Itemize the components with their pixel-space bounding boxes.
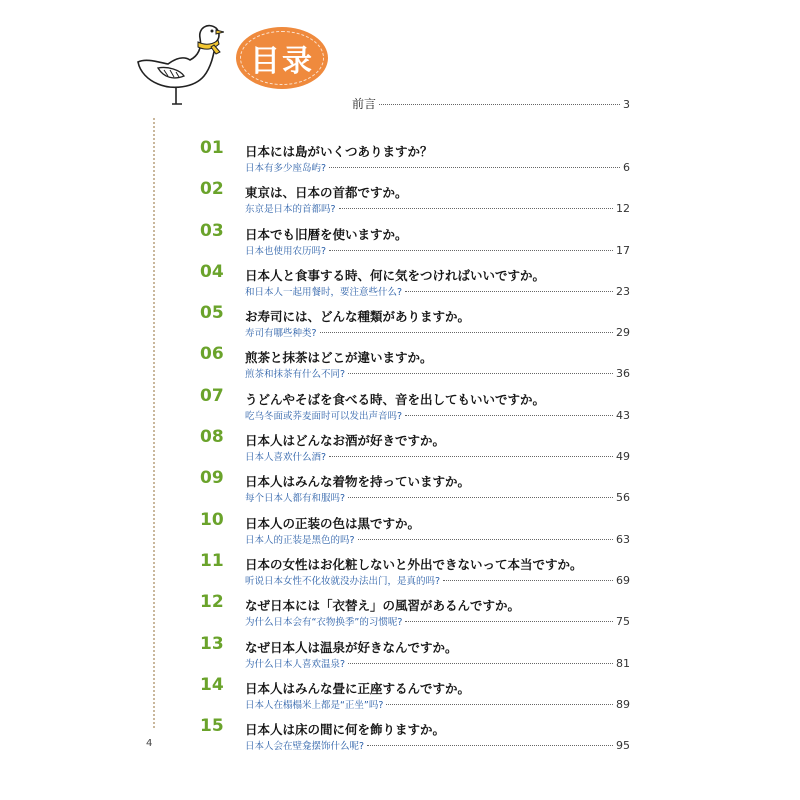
entry-number: 01 bbox=[200, 138, 224, 158]
entry-title: お寿司には、どんな種類がありますか。 bbox=[245, 309, 471, 325]
dot-leader bbox=[329, 250, 613, 251]
toc-entry[interactable] bbox=[200, 138, 630, 179]
page-folio: 4 bbox=[146, 738, 153, 749]
toc-entry[interactable] bbox=[200, 675, 630, 716]
entry-subtitle: 日本人的正装是黑色的吗? bbox=[245, 534, 355, 546]
dot-leader bbox=[348, 663, 613, 664]
toc-title-badge bbox=[236, 27, 328, 89]
entry-subtitle: 听说日本女性不化妆就没办法出门，是真的吗? bbox=[245, 575, 441, 587]
toc-entry[interactable] bbox=[200, 179, 630, 220]
entry-title: なぜ日本人は温泉が好きなんですか。 bbox=[245, 639, 458, 655]
entry-page: 36 bbox=[616, 367, 630, 381]
toc-entry[interactable] bbox=[200, 634, 630, 675]
dot-leader bbox=[358, 539, 613, 540]
toc-entry[interactable] bbox=[200, 510, 630, 551]
entry-number: 02 bbox=[200, 179, 224, 200]
entry-subtitle: 日本人在榻榻米上都是“正坐”吗? bbox=[245, 699, 384, 711]
entry-page: 69 bbox=[616, 573, 630, 587]
entry-page: 49 bbox=[616, 450, 630, 464]
toc-entry[interactable] bbox=[200, 468, 630, 509]
dot-leader bbox=[405, 415, 613, 416]
dot-leader bbox=[348, 373, 613, 374]
entry-title: 煎茶と抹茶はどこが違いますか。 bbox=[245, 350, 433, 366]
entry-title: 日本の女性はお化粧しないと外出できないって本当ですか。 bbox=[245, 556, 583, 572]
dot-leader bbox=[443, 580, 613, 581]
entry-subtitle: 每个日本人都有和服吗? bbox=[245, 493, 346, 505]
entry-subtitle: 日本人喜欢什么酒? bbox=[245, 452, 327, 464]
entry-page: 23 bbox=[616, 284, 630, 298]
toc-entry[interactable] bbox=[200, 386, 630, 427]
entry-title: 日本には島がいくつありますか？ bbox=[245, 144, 433, 159]
entry-page: 17 bbox=[616, 243, 630, 257]
entry-number: 12 bbox=[200, 592, 224, 613]
entry-title: うどんやそばを食べる時、音を出してもいいですか。 bbox=[245, 391, 546, 407]
entry-number: 13 bbox=[200, 633, 224, 654]
toc-entry[interactable] bbox=[200, 262, 630, 303]
dot-leader bbox=[320, 332, 613, 333]
dot-leader bbox=[379, 104, 620, 105]
toc-entry[interactable] bbox=[200, 592, 630, 633]
dot-leader bbox=[367, 745, 613, 746]
entry-page: 81 bbox=[616, 656, 630, 670]
entry-page: 89 bbox=[616, 697, 630, 711]
entry-number: 06 bbox=[200, 344, 224, 365]
table-of-contents bbox=[200, 138, 630, 757]
entry-title: 日本人の正装の色は黒ですか。 bbox=[245, 515, 421, 531]
entry-number: 05 bbox=[200, 303, 224, 324]
preface-entry[interactable] bbox=[352, 95, 630, 112]
toc-entry[interactable] bbox=[200, 344, 630, 385]
entry-title: 東京は、日本の首都ですか。 bbox=[245, 185, 408, 201]
entry-title: 日本人は床の間に何を飾りますか。 bbox=[245, 722, 446, 738]
entry-number: 14 bbox=[200, 674, 224, 695]
dot-leader bbox=[339, 208, 613, 209]
entry-title: 日本人はみんな着物を持っていますか。 bbox=[245, 474, 471, 490]
entry-subtitle: 为什么日本人喜欢温泉? bbox=[245, 658, 346, 670]
dot-leader bbox=[329, 456, 613, 457]
entry-title: 日本人はどんなお酒が好きですか。 bbox=[245, 433, 446, 449]
entry-subtitle: 日本也使用农历吗? bbox=[245, 245, 327, 257]
entry-subtitle: 为什么日本会有“衣物换季”的习惯呢? bbox=[245, 617, 403, 629]
entry-subtitle: 寿司有哪些种类? bbox=[245, 328, 317, 340]
entry-subtitle: 吃乌冬面或荞麦面时可以发出声音吗? bbox=[245, 410, 403, 422]
preface-page: 3 bbox=[623, 98, 630, 111]
entry-title: なぜ日本には「衣替え」の風習があるんですか。 bbox=[245, 598, 521, 614]
dot-leader bbox=[386, 704, 613, 705]
entry-title: 日本人はみんな畳に正座するんですか。 bbox=[245, 680, 471, 696]
entry-subtitle: 煎茶和抹茶有什么不同? bbox=[245, 369, 346, 381]
bird-icon bbox=[128, 18, 224, 114]
entry-title: 日本でも旧暦を使いますか。 bbox=[245, 226, 408, 242]
entry-subtitle: 日本有多少座岛屿? bbox=[245, 163, 327, 174]
entry-subtitle: 东京是日本的首都吗? bbox=[245, 204, 336, 216]
entry-number: 09 bbox=[200, 468, 224, 489]
entry-page: 43 bbox=[616, 408, 630, 422]
entry-number: 03 bbox=[200, 220, 224, 241]
entry-number: 11 bbox=[200, 550, 224, 571]
toc-entry[interactable] bbox=[200, 303, 630, 344]
dot-leader bbox=[348, 497, 613, 498]
entry-subtitle: 和日本人一起用餐时，要注意些什么? bbox=[245, 286, 403, 298]
toc-title: 目录 bbox=[250, 44, 314, 79]
entry-page: 12 bbox=[616, 202, 630, 216]
toc-entry[interactable] bbox=[200, 427, 630, 468]
entry-number: 10 bbox=[200, 509, 224, 530]
dot-leader bbox=[405, 291, 613, 292]
entry-page: 6 bbox=[623, 161, 630, 174]
entry-page: 95 bbox=[616, 739, 630, 753]
dot-leader bbox=[405, 621, 613, 622]
entry-number: 15 bbox=[200, 716, 224, 737]
entry-page: 63 bbox=[616, 532, 630, 546]
entry-page: 75 bbox=[616, 615, 630, 629]
toc-entry[interactable] bbox=[200, 716, 630, 757]
entry-number: 04 bbox=[200, 261, 224, 282]
entry-number: 07 bbox=[200, 385, 224, 406]
entry-page: 29 bbox=[616, 326, 630, 340]
preface-label: 前言 bbox=[352, 97, 377, 111]
entry-page: 56 bbox=[616, 491, 630, 505]
toc-entry[interactable] bbox=[200, 221, 630, 262]
entry-number: 08 bbox=[200, 427, 224, 448]
entry-title: 日本人と食事する時、何に気をつければいいですか。 bbox=[245, 267, 546, 283]
entry-subtitle: 日本人会在壁龛摆饰什么呢? bbox=[245, 741, 365, 753]
toc-entry[interactable] bbox=[200, 551, 630, 592]
dot-leader bbox=[329, 167, 620, 168]
decorative-dotted-line bbox=[153, 118, 155, 728]
